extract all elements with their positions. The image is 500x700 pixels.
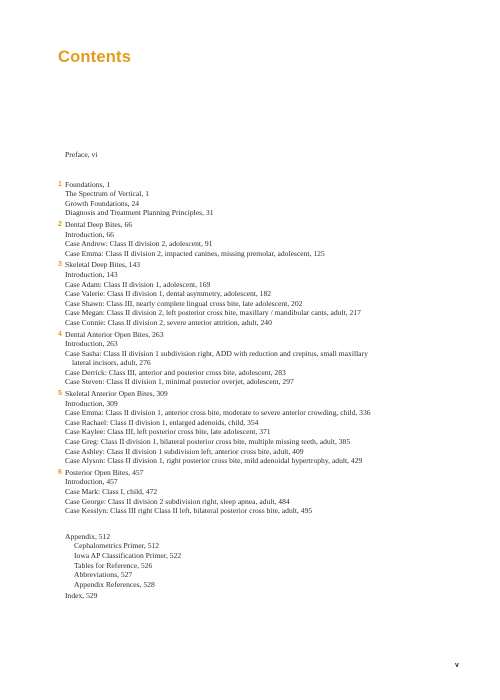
toc-entry[interactable]: The Spectrum of Vertical, 1 [65, 189, 149, 199]
toc-entry[interactable]: Case Kesslyn: Class III right Class II left, bilateral posterior cross bite, adult, 495 [65, 506, 313, 516]
toc-entry[interactable]: Case Rachael: Class II division 1, enlarged adenoids, child, 354 [65, 417, 259, 427]
toc-entry[interactable]: Case Valerie: Class II division 1, dental asymmetry, adolescent, 182 [65, 289, 272, 299]
table-of-contents [58, 150, 478, 601]
toc-entry[interactable]: Case Ashley: Class II division 1 subdivision left, anterior cross bite, adult, 409 [65, 446, 304, 456]
chapter-title[interactable]: Dental Deep Bites, 66 [65, 219, 133, 229]
appendix-item[interactable]: Cephalometrics Primer, 512 [74, 541, 160, 551]
appendix-item[interactable]: Abbreviations, 527 [74, 570, 133, 580]
toc-entry[interactable]: Case Kaylee: Class III, left posterior cross bite, late adolescent, 371 [65, 427, 271, 437]
toc-entry[interactable]: Diagnosis and Treatment Planning Principles, 31 [65, 208, 214, 218]
appendix-title[interactable]: Appendix, 512 [65, 531, 111, 541]
toc-entry[interactable]: Case George: Class II division 2 subdivision right, sleep apnea, adult, 484 [65, 496, 290, 506]
chapter-title[interactable]: Dental Anterior Open Bites, 263 [65, 329, 164, 339]
toc-chapter-2 [58, 220, 478, 258]
toc-entry[interactable]: Case Sasha: Class II division 1 subdivision right, ADD with reduction and crepitus, small maxillary lateral incisors, adult, 276 [65, 348, 368, 368]
chapter-number: 2 [58, 220, 62, 228]
toc-entry[interactable]: Case Alyson: Class II division 1, right posterior cross bite, mild adenoidal hypertrophy, adult, 429 [65, 456, 363, 466]
toc-entry[interactable]: Introduction, 66 [65, 229, 114, 239]
toc-entry[interactable]: Case Derrick: Class III, anterior and posterior cross bite, adolescent, 283 [65, 367, 286, 377]
toc-entry[interactable]: Case Shawn: Class III, nearly complete lingual cross bite, late adolescent, 202 [65, 298, 303, 308]
appendix-item[interactable]: Iowa AP Classification Primer, 522 [74, 550, 182, 560]
toc-entry[interactable]: Case Steven: Class II division 1, minimal posterior overjet, adolescent, 297 [65, 377, 294, 387]
toc-entry[interactable]: Case Emma: Class II division 1, anterior cross bite, moderate to severe anterior crowding, child, 336 [65, 408, 371, 418]
toc-back-matter [65, 532, 478, 601]
toc-entry[interactable]: Case Andrew: Class II division 2, adolescent, 91 [65, 239, 213, 249]
chapter-number: 6 [58, 468, 62, 476]
toc-entry[interactable]: Introduction, 143 [65, 269, 118, 279]
toc-chapter-4 [58, 330, 478, 388]
appendix-item[interactable]: Appendix References, 528 [74, 579, 155, 589]
toc-entry[interactable]: Introduction, 457 [65, 477, 118, 487]
page-title: Contents [58, 48, 132, 66]
toc-entry[interactable]: Case Mark: Class I, child, 472 [65, 487, 158, 496]
page-number: v [455, 662, 459, 669]
toc-chapter-1 [58, 180, 478, 218]
chapter-number: 3 [58, 261, 62, 269]
toc-preface-entry[interactable]: Preface, vi [65, 150, 98, 159]
chapter-title[interactable]: Posterior Open Bites, 457 [65, 467, 144, 477]
chapter-title[interactable]: Skeletal Anterior Open Bites, 309 [65, 389, 168, 399]
chapter-number: 5 [58, 390, 62, 398]
appendix-item[interactable]: Tables for Reference, 526 [74, 560, 153, 570]
toc-entry[interactable]: Case Connie: Class II division 2, severe anterior attrition, adult, 240 [65, 317, 272, 327]
toc-entry[interactable]: Introduction, 263 [65, 339, 118, 349]
toc-entry[interactable]: Case Greg: Class II division 1, bilateral posterior cross bite, multiple missing teeth, adult, 385 [65, 437, 351, 447]
toc-chapter-6 [58, 468, 478, 516]
toc-entry[interactable]: Case Adam: Class II division 1, adolescent, 169 [65, 279, 211, 289]
chapter-title[interactable]: Skeletal Deep Bites, 143 [65, 260, 141, 270]
index-entry[interactable]: Index, 529 [65, 591, 98, 601]
toc-entry[interactable]: Growth Foundations, 24 [65, 198, 140, 208]
chapter-number: 4 [58, 330, 62, 338]
appendix-list [74, 541, 478, 589]
toc-entry[interactable]: Case Emma: Class II division 2, impacted canines, missing premolar, adolescent, 125 [65, 248, 325, 258]
toc-chapter-5 [58, 389, 478, 466]
chapter-number: 1 [58, 180, 62, 188]
toc-entry[interactable]: Introduction, 309 [65, 398, 118, 408]
toc-entry[interactable]: Case Megan: Class II division 2, left posterior cross bite, maxillary / mandibular cants, adult, 217 [65, 308, 361, 318]
chapter-title[interactable]: Foundations, 1 [65, 179, 111, 189]
toc-chapter-3 [58, 260, 478, 327]
